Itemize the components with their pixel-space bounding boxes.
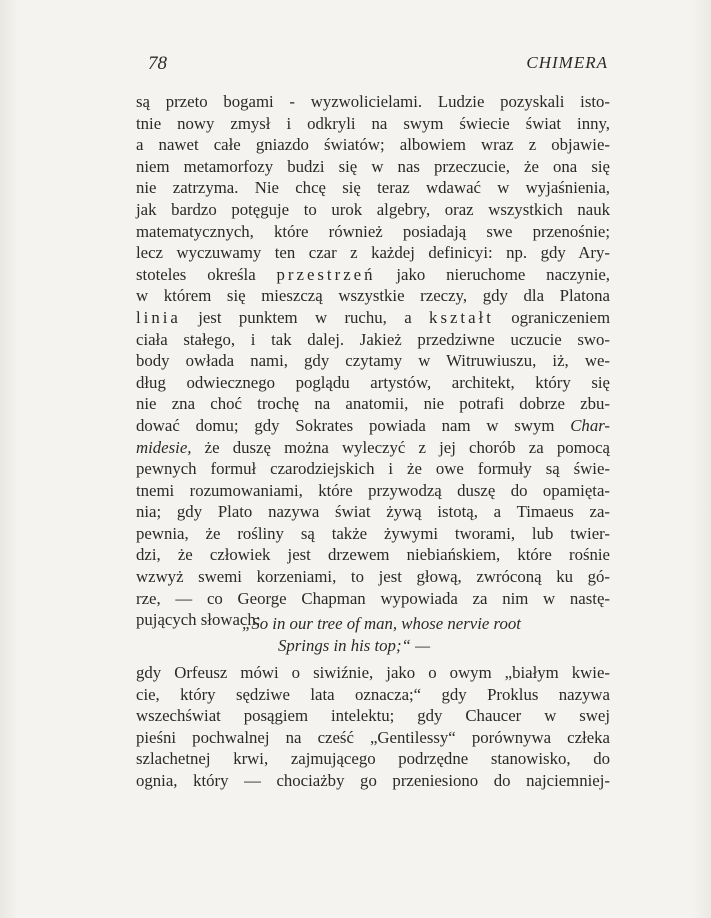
text-run: że duszę można wyleczyć z jej chorób za pomocą <box>191 437 610 457</box>
text-line: rze, — co George Chapman wypowiada za nim w nastę- <box>136 588 610 608</box>
spaced-term-linia: linia <box>136 307 181 327</box>
italic-title: Char- <box>570 415 610 435</box>
page-header <box>148 53 608 77</box>
verse-line: Springs in his top;“ — <box>278 636 430 655</box>
text-line <box>136 307 610 329</box>
text-line: jak bardzo potęguje to urok algebry, oraz wszystkich nauk <box>136 199 610 219</box>
text-run: ograniczeniem <box>493 307 610 327</box>
text-line <box>136 415 610 437</box>
text-run: jako nieruchome naczynie, <box>375 264 611 284</box>
text-line: nie zatrzyma. Nie chcę się teraz wdawać w wyjaśnienia, <box>136 178 610 198</box>
text-line <box>136 437 610 459</box>
page-number: 78 <box>148 53 167 74</box>
text-line: tnemi rozumowaniami, które przywodzą duszę do opamięta- <box>136 480 610 500</box>
text-line: wzwyż swemi korzeniami, to jest głową, zwróconą ku gó- <box>136 567 610 587</box>
verse-quote <box>136 613 610 657</box>
paragraph-continuation <box>136 662 610 792</box>
text-run: dować domu; gdy Sokrates powiada nam w swym <box>136 415 571 435</box>
text-line: szlachetnej krwi, zajmującego podrzędne stanowisko, do <box>136 749 610 769</box>
text-run: stoteles określa <box>136 264 277 284</box>
spaced-term-przestrzen: przestrzeń <box>276 264 376 284</box>
text-line: są przeto bogami - wyzwolicielami. Ludzie pozyskali isto- <box>136 92 610 111</box>
text-line: dług odwiecznego poglądu artystów, architekt, który się <box>136 372 610 392</box>
text-line: matematycznych, które również posiadają swe przenośnie; <box>136 221 610 241</box>
text-line: niem metamorfozy budzi się w nas przeczucie, że ona się <box>136 156 610 176</box>
running-title: CHIMERA <box>526 53 608 72</box>
text-line: a nawet całe gniazdo światów; albowiem wraz z objawie- <box>136 135 610 155</box>
text-line: wszechświat posągiem intelektu; gdy Chaucer w swej <box>136 706 610 726</box>
text-line: nie zna choć trochę na anatomii, nie potrafi dobrze zbu- <box>136 394 610 414</box>
italic-title: midesie, <box>136 437 192 457</box>
text-line: gdy Orfeusz mówi o siwiźnie, jako o owym „białym kwie- <box>136 663 610 682</box>
text-line: pewnia, że rośliny są także żywymi tworami, lub twier- <box>136 523 610 543</box>
paragraph-main <box>136 91 610 631</box>
spaced-term-ksztalt: kształt <box>429 307 494 327</box>
text-line: dzi, że człowiek jest drzewem niebiańskiem, które rośnie <box>136 545 610 565</box>
text-line: ognia, który — chociażby go przeniesiono do najciemniej- <box>136 770 610 790</box>
text-line: nia; gdy Plato nazywa świat żywą istotą, a Timaeus za- <box>136 502 610 522</box>
verse-line: „So in our tree of man, whose nervie root <box>242 614 521 633</box>
text-line: pewnych formuł czarodziejskich i że owe formuły są świe- <box>136 459 610 479</box>
text-run: jest punktem w ruchu, a <box>180 307 430 327</box>
text-line: body owłada nami, gdy czytamy w Witruwiuszu, iż, we- <box>136 351 610 371</box>
text-line: w którem się mieszczą wszystkie rzeczy, gdy dla Platona <box>136 286 610 306</box>
text-line: tnie nowy zmysł i odkryli na swym świecie świat inny, <box>136 113 610 133</box>
text-line: ciała stałego, i tak dalej. Jakież przedziwne uczucie swo- <box>136 329 610 349</box>
text-line: lecz wyczuwamy ten czar z każdej definicyi: np. gdy Ary- <box>136 243 610 263</box>
text-line: cie, który sędziwe lata oznacza;“ gdy Proklus nazywa <box>136 684 610 704</box>
text-line: pieśni pochwalnej na cześć „Gentilessy“ porównywa człeka <box>136 727 610 747</box>
text-line: pujących słowach: <box>136 610 261 630</box>
text-line <box>136 264 610 286</box>
